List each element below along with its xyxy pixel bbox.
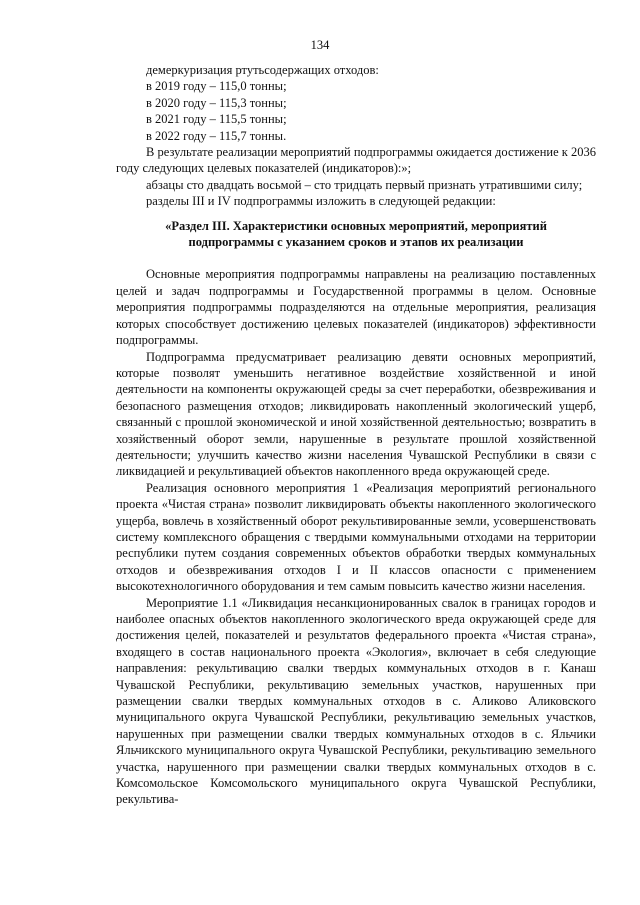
paragraph-measure-1-1: Мероприятие 1.1 «Ликвидация несанкционированных свалок в границах городов и наиболее опасных объектов накопленного экологического вреда окружающей среде для достижения целей, показателей и результатов федерального проекта «Чистая страна», входящего в состав национального проекта «Экология», включает в себя следующие направления: рекультивацию свалки твердых коммунальных отходов в г. Канаш Чувашской Республики, рекультивацию земельных участков, нарушенных при размещении свалки твердых коммунальных отходов в с. Аликово Аликовского муниципального округа Чувашской Республики, рекультивацию земельных участков, нарушенных при размещении свалки твердых коммунальных отходов в с. Яльчики Яльчикского муниципального округа Чувашской Республики, рекультивацию земельного участка, нарушенного при размещении свалки твердых коммунальных отходов в с. Комсомольское Комсомольского муниципального округа Чувашской Республики, рекультива- <box>116 595 596 807</box>
page-number: 134 <box>310 38 330 52</box>
text-line-1: демеркуризация ртутьсодержащих отходов: <box>146 63 379 77</box>
paragraph-result: В результате реализации мероприятий подпрограммы ожидается достижение к 2036 году следующих целевых показателей (индикаторов):»; <box>116 145 596 176</box>
section-heading-line-2: подпрограммы с указанием сроков и этапов их реализации <box>188 235 524 250</box>
paragraph-main-measures: Основные мероприятия подпрограммы направлены на реализацию поставленных целей и задач подпрограммы и Государственной программы в целом. Основные мероприятия подпрограммы подразделяются на отдельные мероприятия, реализация которых способствует достижению целевых показателей (индикаторов) эффективности подпрограммы. <box>116 267 596 348</box>
paragraph-nine-measures: Подпрограмма предусматривает реализацию девяти основных мероприятий, которые позволят уменьшить негативное воздействие хозяйственной и иной деятельности на компоненты окружающей среды за счет переработки, обезвреживания и безопасного размещения отходов; ликвидировать накопленный экологический ущерб, связанный с прошлой экономической и иной хозяйственной деятельностью; возвратить в хозяйственный оборот земли, нарушенные в результате прошлой хозяйственной деятельности; улучшить качество жизни населения Чувашской Республики в связи с ликвидацией и рекультивацией объектов накопленного вреда окружающей среде. <box>116 349 596 479</box>
text-line-3: в 2020 году – 115,3 тонны; <box>146 95 287 110</box>
spacer <box>116 258 596 266</box>
paragraph-razdely: разделы III и IV подпрограммы изложить в следующей редакции: <box>146 194 496 209</box>
paragraph-measure-1: Реализация основного мероприятия 1 «Реализация мероприятий регионального проекта «Чистая страна» позволит ликвидировать объекты накопленного экологического ущерба, вовлечь в хозяйственный оборот рекультивированные земли, усовершенствовать систему комплексного обращения с твердыми коммунальными отходами на территории республики путем создания современных объектов обработки твердых коммунальных отходов и обезвреживания отходов I и II классов опасности с применением высокотехнологичного оборудования и тем самым повысить качество жизни населения. <box>116 480 596 594</box>
section-heading <box>116 218 596 251</box>
paragraph-abzacy: абзацы сто двадцать восьмой – сто тридцать первый признать утратившими силу; <box>146 177 583 192</box>
section-heading-line-1: «Раздел III. Характеристики основных мероприятий, мероприятий <box>165 218 547 233</box>
document-body <box>116 62 596 808</box>
spacer <box>116 210 596 218</box>
spacer <box>116 250 596 258</box>
text-line-4: в 2021 году – 115,5 тонны; <box>146 112 287 127</box>
text-line-5: в 2022 году – 115,7 тонны. <box>146 128 287 143</box>
text-line-2: в 2019 году – 115,0 тонны; <box>146 79 287 94</box>
